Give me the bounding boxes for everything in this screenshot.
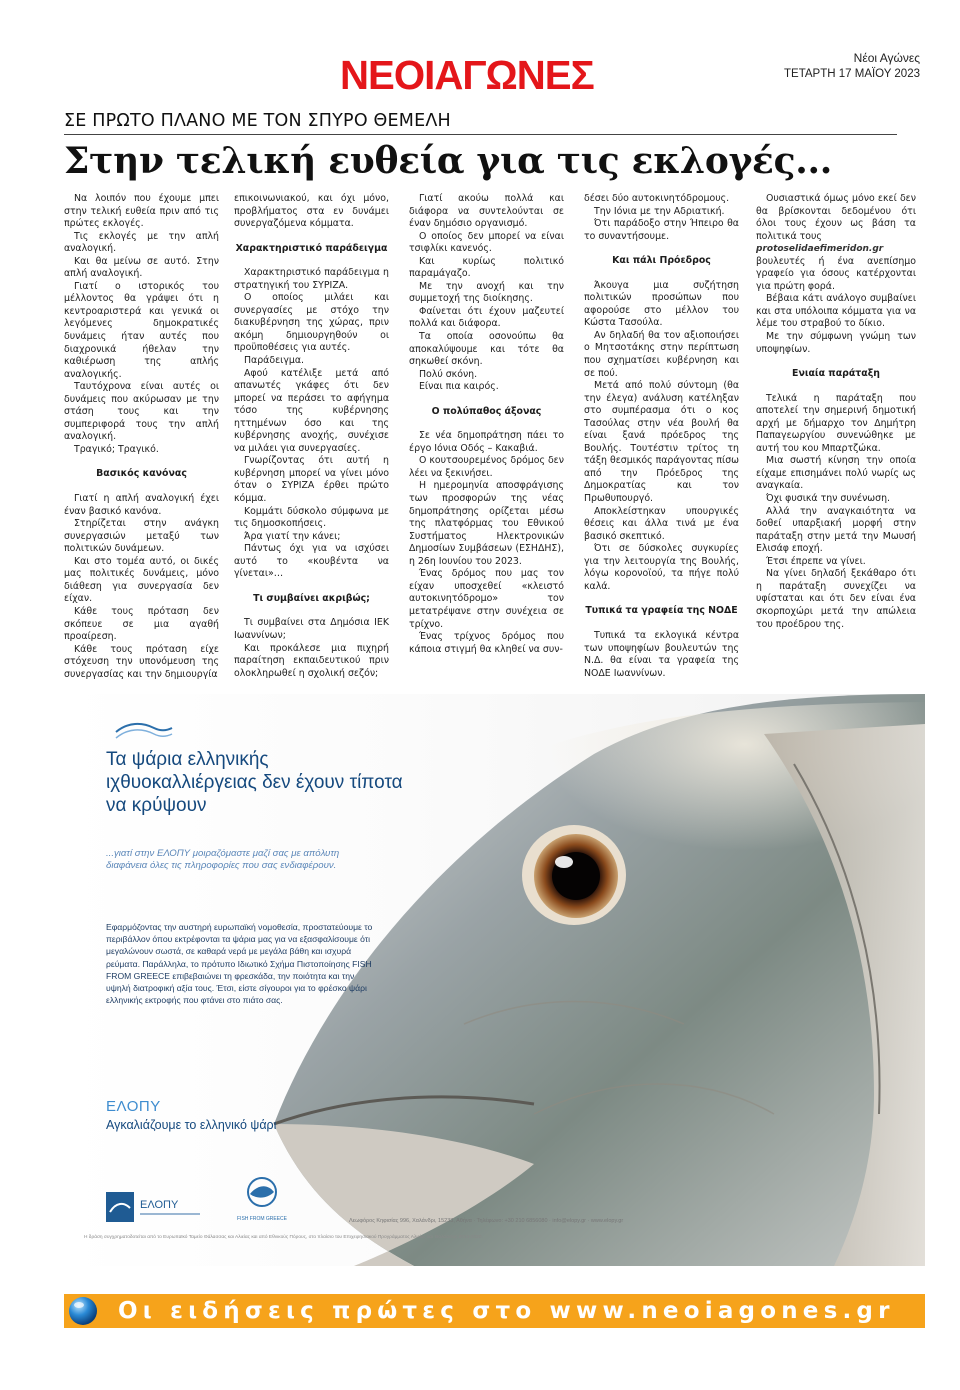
paragraph: Πάντως όχι για να ισχύσει αυτό το «κουβέντα να γίνεται»… (234, 543, 389, 580)
paragraph: Άκουγα μια συζήτηση πολιτικών προσώπων που αφορούσε στο μέλλον του Κώστα Τασούλα. (584, 279, 739, 329)
paragraph: βουλευτές ή ένα ανεπίσημο γραφείο για όσους κατέρχονται για πρώτη φορά. (756, 255, 916, 292)
ad-subtitle: ...γιατί στην ΕΛΟΠΥ μοιραζόμαστε μαζί σας με απόλυτη διαφάνεια όλες τις πληροφορίες που σας ενδιαφέρουν. (106, 848, 340, 871)
fish-from-greece-logo-icon (236, 1174, 288, 1226)
paragraph: Τα οποία οσονούπω θα αποκαλύψουμε και τότε θα σηκωθεί σκόνη. (409, 331, 564, 368)
paragraph: Ένας τρίχνος δρόμος που κάποια στιγμή θα κληθεί να συν- (409, 631, 564, 655)
paragraph: Ταυτόχρονα είναι αυτές οι δυνάμεις που ακύρωσαν με την στάση τους και την συμπεριφορά τους την απλή αναλογική. (64, 381, 219, 443)
elopy-logo-icon (106, 1188, 206, 1226)
ad-brand-name: ΕΛΟΠΥ (106, 1098, 161, 1115)
paragraph: Με την σύμφωνη γνώμη των υποψηφίων. (756, 331, 916, 355)
ad-slogan: Αγκαλιάζουμε το ελληνικό ψάρι (106, 1118, 277, 1132)
paragraph: Αν δηλαδή θα τον αξιοποιήσει ο Μητσοτάκης στην περίπτωση που σχηματίσει κυβέρνηση και σε πού. (584, 329, 739, 379)
paragraph: Η ημερομηνία αποσφράγισης των προσφορών της νέας δημοπράτησης ορίζεται μέσω της πλατφόρμας του Εθνικού Συστήματος Ηλεκτρονικών Δημοσίων Συμβάσεων (ΕΣΗΔΗΣ), η 26η Ιουνίου του 2023. (409, 480, 564, 567)
paragraph: Χαρακτηριστικό παράδειγμα η στρατηγική του ΣΥΡΙΖΑ. (234, 267, 389, 291)
fish-advertisement[interactable] (64, 694, 925, 1266)
site-watermark: protoselidaefimeridon.gr (756, 244, 884, 255)
ad-funding-footnote: Η δράση συγχρηματοδοτείται από το Ευρωπαϊκό Ταμείο Θάλασσας και Αλιείας και από Εθνικούς Πόρους, στο πλαίσιο του Επιχειρησιακού Προγράμματος Αλιείας και Θάλασσας 2014-2020. (84, 1235, 483, 1240)
paragraph: Να λοιπόν που έχουμε μπει στην τελική ευθεία πριν από τις πρώτες εκλογές. (64, 193, 219, 230)
paragraph: Σε νέα δημοπράτηση πάει το έργο Ιόνια Οδός – Κακαβιά. (409, 430, 564, 454)
paragraph: Αλλά την αναγκαιότητα να δοθεί υπαρξιακή μορφή στην παράταξη στην μετά την Μωυσή Ελισάφ εποχή. (756, 505, 916, 555)
paragraph: Και προκάλεσε μια πιχηρή παραίτηση εκπαιδευτικού πριν ολοκληρωθεί η σχολική σεζόν; (234, 642, 389, 679)
paragraph: Έτσι έπρεπε να γίνει. (766, 555, 866, 567)
paragraph: Να γίνει δηλαδή ξεκάθαρο ότι η παράταξη συνεχίζει να υφίσταται και ότι δεν είναι ένα σκορποχώρι μετά την απώλεια του προέδρου της. (756, 568, 916, 630)
article-column-3 (409, 193, 564, 687)
paragraph: Ότι παράδοξο στην Ήπειρο θα το συναντήσουμε. (584, 218, 739, 242)
paragraph: Ουσιαστικά όμως μόνο εκεί δεν θα βρίσκονται δεδομένου ότι όλοι τους έχουν ως βάση τα πολιτικά τους (756, 193, 916, 242)
paragraph: Πολύ σκόνη. (419, 368, 478, 380)
paragraph: Κάθε τους πρόταση δεν σκόπευε σε μια αγαθή προαίρεση. (64, 605, 219, 643)
paragraph: Ο οποίος δεν μπορεί να είναι τσιφλίκι κανενός. (409, 230, 564, 255)
paragraph: Γιατί η απλή αναλογική έχει έναν βασικό κανόνα. (64, 493, 219, 517)
paragraph: Στηρίζεται στην ανάγκη συνεργασιών μεταξύ των πολιτικών δυνάμεων. (64, 518, 219, 555)
ad-title: Τα ψάρια ελληνικής ιχθυοκαλλιέργειας δεν έχουν τίποτα να κρύψουν (106, 749, 403, 816)
subheading: Ενιαία παράταξη (792, 368, 880, 380)
paragraph: Βέβαια κάτι ανάλογο συμβαίνει και στα υπόλοιπα κόμματα για να λέμε του στραβού το δίκιο. (756, 293, 916, 330)
paragraph: Είναι πια καιρός. (419, 381, 499, 393)
article-headline: Στην τελική ευθεία για τις εκλογές... (64, 140, 832, 182)
paragraph: Τι συμβαίνει στα Δημόσια ΙΕΚ Ιωαννίνων; (234, 617, 389, 641)
paragraph: Και στο τομέα αυτό, οι δικές μας πολιτικές δυνάμεις, μόνο διάθεση για συνεργασία δεν είχαν. (64, 555, 219, 605)
article-column-1 (64, 193, 219, 687)
paragraph: Ο οποίος μιλάει και συνεργασίες με στόχο την διακυβέρνηση της χώρας, πριν ακόμη δημιουργηθούν οι προϋποθέσεις για αυτές. (234, 292, 389, 354)
paragraph: Φαίνεται ότι έχουν μαζευτεί πολλά και διάφορα. (409, 305, 564, 330)
paragraph: Όχι φυσικά την συνένωση. (766, 493, 891, 505)
paragraph: Αποκλείστηκαν υπουργικές θέσεις και άλλα τινά με ένα βασικό σκεπτικό. (584, 505, 739, 542)
website-banner[interactable] (64, 1294, 925, 1328)
paragraph: Και θα μείνω σε αυτό. Στην απλή αναλογική. (64, 255, 219, 280)
paragraph: Τραγικό; Τραγικό. (74, 443, 159, 455)
subheading: Και πάλι Πρόεδρος (612, 255, 711, 267)
article-column-5 (756, 193, 916, 687)
paragraph: Ένας δρόμος που μας τον είχαν υποσχεθεί «κλειστό αυτοκινητόδρομο» τον μετατρέψανε στην συνέχεια σε τρίχνο. (409, 568, 564, 630)
paragraph: Αφού κατέλιξε μετά από απανωτές γκάφες ότι δεν μπορεί να περάσει το αφήγημα τόσο της κυβέρνησης ηττημένων όσο και της κυβέρνησης ανοχής, συνέχισε να μιλάει για συνεργασίες. (234, 367, 389, 454)
subheading: Τυπικά τα γραφεία της ΝΟΔΕ (585, 605, 738, 617)
paragraph: Την Ιόνια με την Αδριατική. (594, 205, 725, 217)
subheading: Χαρακτηριστικό παράδειγμα (235, 242, 388, 254)
paragraph: Γνωρίζοντας ότι αυτή η κυβέρνηση μπορεί να γίνει μόνο όταν ο ΣΥΡΙΖΑ έρθει πρώτο κόμμα. (234, 455, 389, 505)
paragraph: Γιατί ακούω πολλά και διάφορα να συντελούνται σε έναν δημόσιο οργανισμό. (409, 193, 564, 230)
article-kicker: ΣΕ ΠΡΩΤΟ ΠΛΑΝΟ ΜΕ ΤΟΝ ΣΠΥΡΟ ΘΕΜΕΛΗ (64, 111, 451, 131)
paragraph: Ότι σε δύσκολες συγκυρίες για την λειτουργία της Βουλής, λόγω κορονοϊού, τα πήγε πολύ καλά. (584, 543, 739, 592)
issue-date: ΤΕΤΑΡΤΗ 17 ΜΑΪΟΥ 2023 (784, 68, 920, 80)
globe-icon (68, 1296, 98, 1326)
subheading: Βασικός κανόνας (96, 468, 187, 480)
paragraph: Τις εκλογές με την απλή αναλογική. (64, 230, 219, 255)
svg-text:ΕΛΟΠΥ: ΕΛΟΠΥ (140, 1199, 179, 1211)
article-column-4 (584, 193, 739, 687)
kicker-rule (64, 134, 897, 135)
paragraph: Μετά από πολύ σύντομη (θα την έλεγα) ανάλυση κατέληξαν στο συμπέρασμα ότι ο κος Τασούλας στην νέα βουλή θα είναι ξανά πρόεδρος της Βουλής. Τουτέστιν τρίτος τη τάξη θεσμικός παράγοντας πίσω από την Πρόεδρος της Δημοκρατίας και τον Πρωθυπουργό. (584, 380, 739, 505)
article-column-2 (234, 193, 389, 687)
masthead-logo: ΝΕΟΙΑΓΩΝΕΣ (340, 52, 594, 98)
paragraph: Άρα γιατί την κάνει; (244, 530, 341, 542)
paragraph: δέσει δύο αυτοκινητόδρομους. (584, 193, 730, 204)
ad-contact-line: Λεωφόρος Κηφισίας 996, Χαλάνδρι, 15233, Αθήνα · Τηλέφωνο: +30 210 6856080 · info@elopy.gr · www.elopy.gr (349, 1218, 624, 1224)
paragraph: Τυπικά τα εκλογικά κέντρα των υποψηφίων βουλευτών της Ν.Δ. θα είναι τα γραφεία της ΝΟΔΕ Ιωαννίνων. (584, 629, 739, 679)
ad-body-text: Εφαρμόζοντας την αυστηρή ευρωπαϊκή νομοθεσία, προστατεύουμε το περιβάλλον όπου εκτρέφονται τα ψάρια μας για να εξασφαλίσουμε ότι μεγαλώνουν σωστά, σε καθαρά νερά με μεγάλα βάθη και ισχυρά ρεύματα. Παράλληλα, το πρότυπο Ιδιωτικό Σχήμα Πιστοποίησης FISH FROM GREECE επιβεβαιώνει τη φρεσκάδα, την ποιότητα και την υψηλή διατροφική αξία τους. Έτσι, είστε σίγουροι για το φρέσκο ψάρι ελληνικής εκτροφής που φτάνει στο πιάτο σας. (106, 922, 373, 1006)
paragraph: επικοινωνιακού, και όχι μόνο, προβλήματος στα εν δυνάμει συνεργαζόμενα κόμματα. (234, 193, 389, 230)
paragraph: Κάθε τους πρόταση είχε στόχευση την υπονόμευση της συνεργασίας και την δημιουργία (64, 643, 219, 680)
paper-name: Νέοι Αγώνες (853, 51, 920, 65)
paragraph: Μια σωστή κίνηση την οποία είχαμε επισημάνει πολύ νωρίς ως αναγκαία. (756, 455, 916, 492)
paragraph: Κομμάτι δύσκολο σύμφωνα με τις δημοσκοπήσεις. (234, 505, 389, 530)
subheading: Τι συμβαίνει ακριβώς; (253, 592, 370, 604)
paragraph: Γιατί ο ιστορικός του μέλλοντος θα γράψει ότι η κεντροαριστερά και γενικά οι λεγόμενες δημοκρατικές δυνάμεις ήταν αυτές που διαχρονικά ήθελαν την καθιέρωση της απλής αναλογικής. (64, 280, 219, 380)
banner-text: Οι ειδήσεις πρώτες στο www.neoiagones.gr (118, 1298, 895, 1324)
paragraph: Τελικά η παράταξη που αποτελεί την σημερινή δημοτική αρχή με δήμαρχο τον Δημήτρη Παπαγεωργίου συνενώθηκε με αυτή του κου Μπαρτζώκα. (756, 392, 916, 454)
wave-logo-icon (114, 718, 174, 744)
subheading: Ο πολύπαθος άξονας (431, 405, 542, 417)
header-info (784, 50, 920, 82)
svg-text:FISH FROM GREECE: FISH FROM GREECE (236, 1216, 288, 1222)
paragraph: Ο κουτσουρεμένος δρόμος δεν λέει να ξεκινήσει. (409, 455, 564, 479)
paragraph: Με την ανοχή και την συμμετοχή της διοίκησης. (409, 280, 564, 305)
paragraph: Και κυρίως πολιτικό παραμάγαζο. (409, 255, 564, 280)
paragraph: Παράδειγμα. (244, 355, 305, 367)
